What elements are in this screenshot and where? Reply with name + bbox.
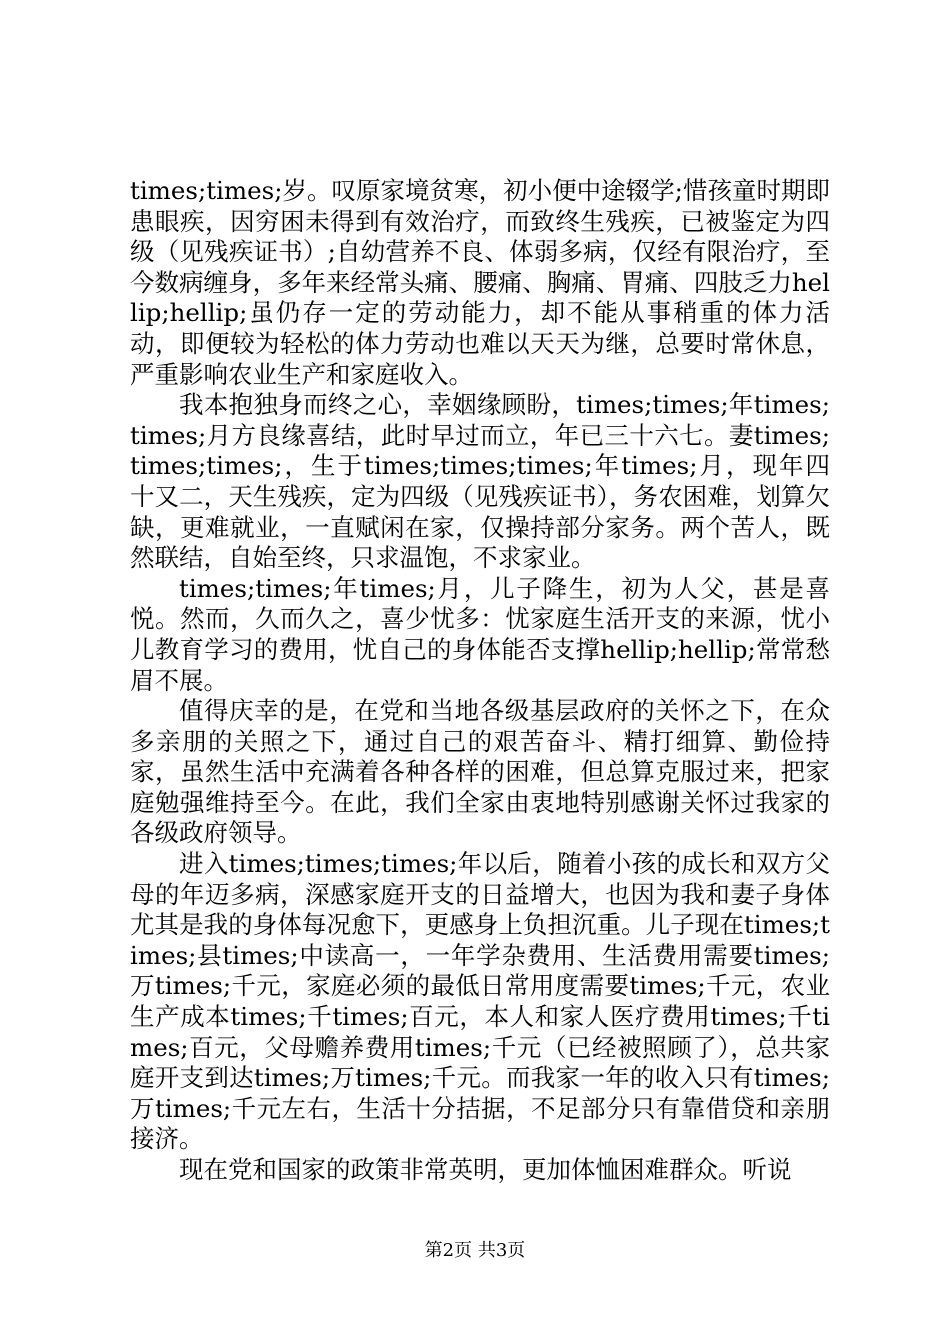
page-footer: 第2页 共3页 (424, 1240, 526, 1261)
document-body (130, 176, 830, 1186)
paragraph-1: times;times;岁。叹原家境贫寒，初小便中途辍学;惜孩童时期即患眼疾，因穷困未得到有效治疗，而致终生残疾，已被鉴定为四级（见残疾证书）;自幼营养不良、体弱多病，仅经有限治疗，至今数病缠身，多年来经常头痛、腰痛、胸痛、胃痛、四肢乏力hellip;hellip;虽仍存一定的劳动能力，却不能从事稍重的体力活动，即便较为轻松的体力劳动也难以天天为继，总要时常休息，严重影响农业生产和家庭收入。 (130, 176, 830, 389)
paragraph-5: 进入times;times;times;年以后，随着小孩的成长和双方父母的年迈多病，深感家庭开支的日益增大，也因为我和妻子身体尤其是我的身体每况愈下，更感身上负担沉重。儿子现在times;times;县times;中读高一，一年学杂费用、生活费用需要times;万times;千元，家庭必须的最低日常用度需要times;千元，农业生产成本times;千times;百元，本人和家人医疗费用times;千times;百元，父母赡养费用times;千元（已经被照顾了），总共家庭开支到达times;万times;千元。而我家一年的收入只有times;万times;千元左右，生活十分拮据，不足部分只有靠借贷和亲朋接济。 (130, 849, 830, 1154)
paragraph-3: times;times;年times;月，儿子降生，初为人父，甚是喜悦。然而，久而久之，喜少忧多：忧家庭生活开支的来源，忧小儿教育学习的费用，忧自己的身体能否支撑hellip;hellip;常常愁眉不展。 (130, 573, 830, 695)
paragraph-2: 我本抱独身而终之心，幸姻缘顾盼，times;times;年times;times;月方良缘喜结，此时早过而立，年已三十六七。妻times;times;times;，生于times;times;times;年times;月，现年四十又二，天生残疾，定为四级（见残疾证书），务农困难，划算欠缺，更难就业，一直赋闲在家，仅操持部分家务。两个苦人，既然联结，自始至终，只求温饱，不求家业。 (130, 390, 830, 573)
paragraph-6: 现在党和国家的政策非常英明，更加体恤困难群众。听说 (179, 1155, 792, 1184)
paragraph-4: 值得庆幸的是，在党和当地各级基层政府的关怀之下，在众多亲朋的关照之下，通过自己的艰苦奋斗、精打细算、勤俭持家，虽然生活中充满着各种各样的困难，但总算克服过来，把家庭勉强维持至今。在此，我们全家由衷地特别感谢关怀过我家的各级政府领导。 (130, 696, 830, 848)
